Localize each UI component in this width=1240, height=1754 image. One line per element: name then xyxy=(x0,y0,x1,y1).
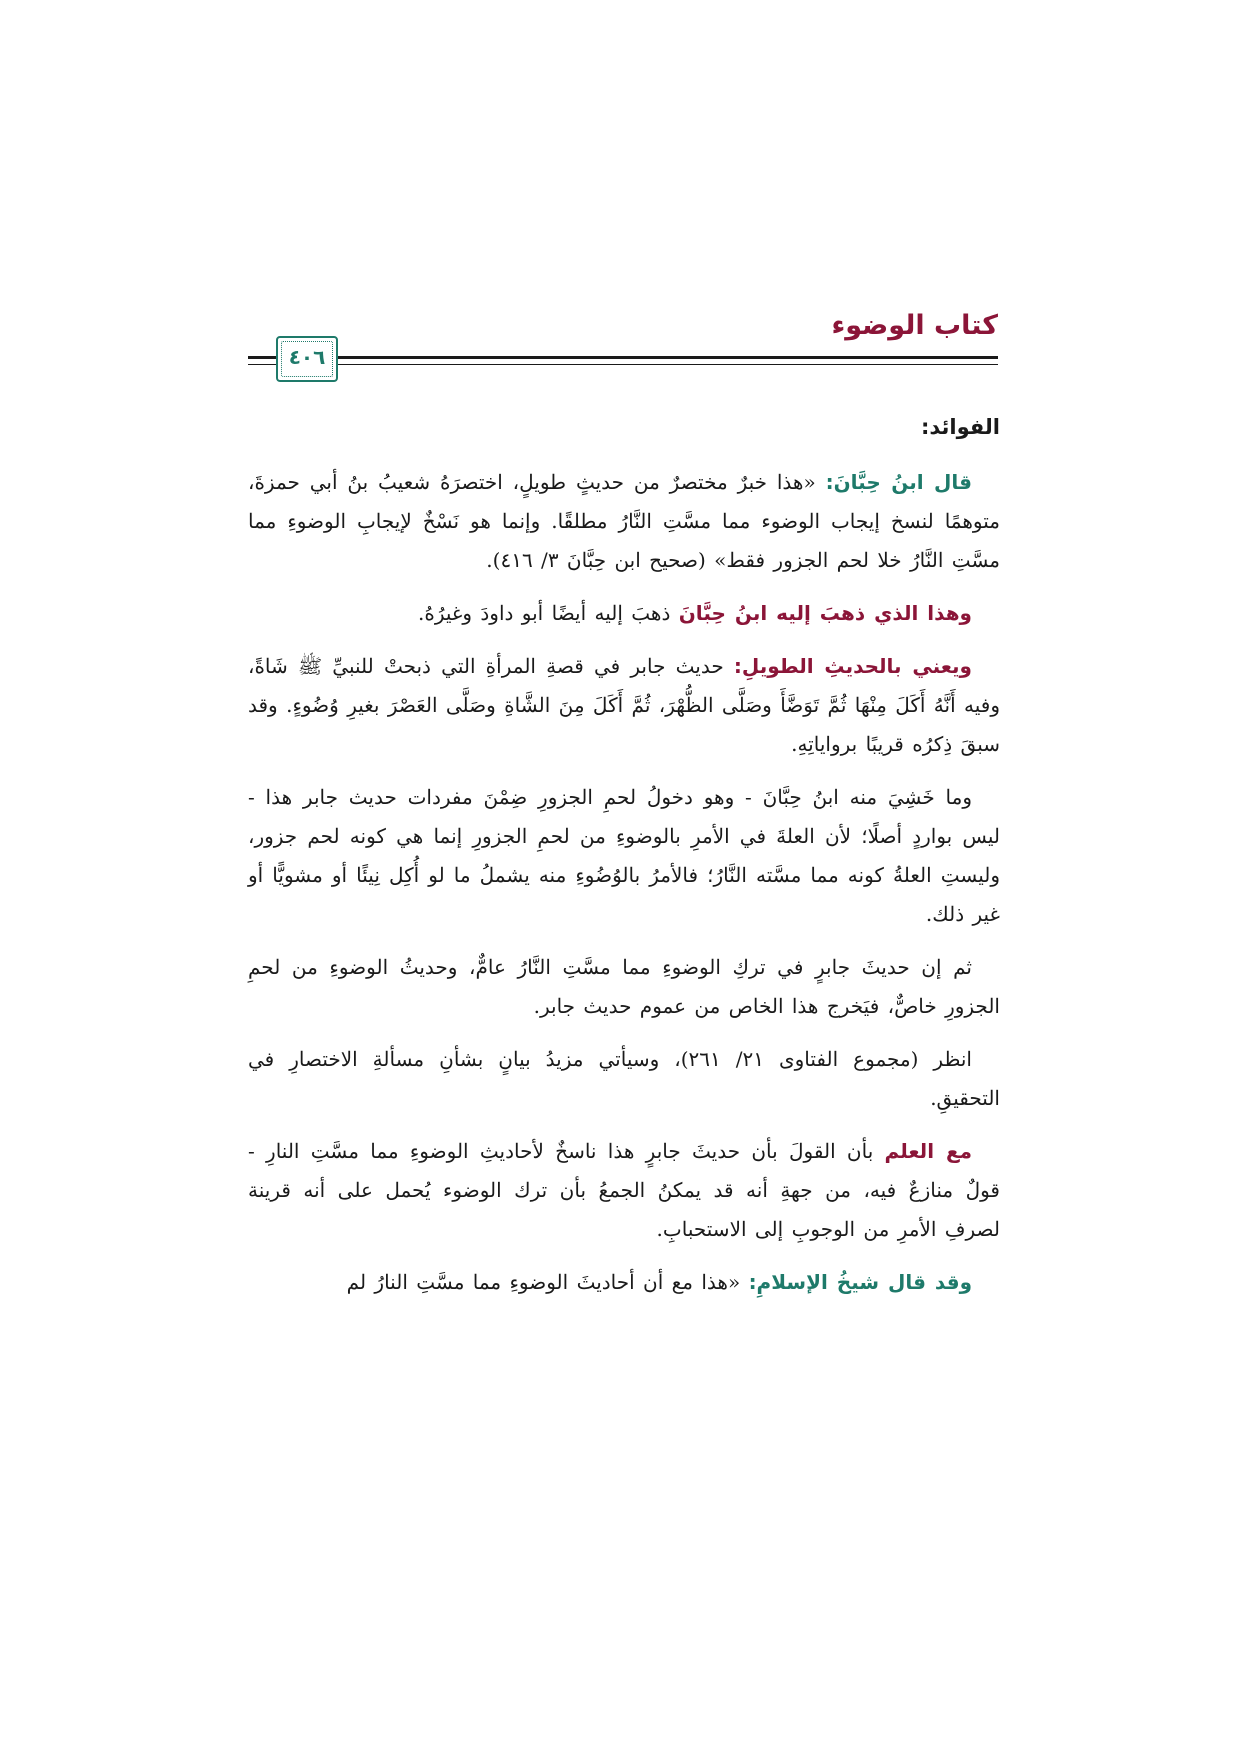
page-number-badge xyxy=(276,336,338,382)
paragraph-ibn-hibban-quote xyxy=(248,463,1000,580)
paragraph-lead: وهذا الذي ذهبَ إليه ابنُ حِبَّانَ xyxy=(678,601,972,625)
book-title: كتاب الوضوء xyxy=(831,310,998,341)
header-rule-thin xyxy=(248,364,998,365)
page-body xyxy=(248,408,1000,1316)
page-header xyxy=(248,310,998,396)
header-rule-thick xyxy=(248,356,998,359)
paragraph-text: حديث جابر في قصةِ المرأةِ التي ذبحتْ للنبيِّ ﷺ شَاةً، وفيه أَنَّهُ أَكَلَ مِنْهَا ثُمَّ تَوَضَّأَ وصَلَّى الظُّهْرَ، ثُمَّ أَكَلَ مِنَ الشَّاةِ وصَلَّى العَصْرَ بغيرِ وُضُوءٍ. وقد سبقَ ذِكرُه قريبًا برواياتِهِ. xyxy=(248,654,1000,756)
paragraph-camel-meat: وما خَشِيَ منه ابنُ حِبَّانَ - وهو دخولُ لحمِ الجزورِ ضِمْنَ مفردات حديث جابر هذا - ليس بواردٍ أصلًا؛ لأن العلةَ في الأمرِ بالوضوءِ من لحمِ الجزورِ إنما هي كونه لحم جزور، وليستِ العلةُ كونه مما مسَّته النَّارُ؛ فالأمرُ بالوُضُوءِ منه يشملُ ما لو أُكِل نِيئًا أو مشويًّا أو غير ذلك. xyxy=(248,785,1000,926)
paragraph-lead: قال ابنُ حِبَّانَ: xyxy=(825,470,972,494)
paragraph-text: «هذا مع أن أحاديثَ الوضوءِ مما مسَّتِ النارُ لم xyxy=(346,1270,749,1294)
paragraph-general-specific: ثم إن حديثَ جابرٍ في تركِ الوضوءِ مما مسَّتِ النَّارُ عامٌّ، وحديثُ الوضوءِ من لحمِ الجزورِ خاصٌّ، فيَخرج هذا الخاص من عموم حديث جابر. xyxy=(248,955,1000,1018)
paragraph-majmu-reference: انظر (مجموع الفتاوى ٢١/ ٢٦١)، وسيأتي مزيدُ بيانٍ بشأنِ مسألةِ الاختصارِ في التحقيقِ. xyxy=(248,1047,1000,1110)
paragraph-lead: ويعني بالحديثِ الطويلِ: xyxy=(733,654,972,678)
paragraph-abrogation xyxy=(248,1132,1000,1249)
paragraph-text: ذهبَ إليه أيضًا أبو داودَ وغيرُهُ. xyxy=(418,601,679,625)
paragraph-text: «هذا خبرٌ مختصرٌ من حديثٍ طويلٍ، اختصرَهُ شعيبُ بنُ أبي حمزةَ، متوهمًا لنسخ إيجاب الوضوء مما مسَّتِ النَّارُ مطلقًا. وإنما هو نَسْخٌ لإيجابِ الوضوءِ مما مسَّتِ النَّارُ خلا لحم الجزور فقط» (صحيح ابن حِبَّانَ ٣/ ٤١٦). xyxy=(248,470,1000,572)
page-number: ٤٠٦ xyxy=(288,345,326,369)
paragraph-shaykh-al-islam xyxy=(248,1263,1000,1302)
paragraph-lead: مع العلم xyxy=(884,1139,972,1163)
paragraph-lead: وقد قال شيخُ الإسلامِ: xyxy=(748,1270,972,1294)
paragraph-abu-dawud xyxy=(248,594,1000,633)
paragraph-text: بأن القولَ بأن حديثَ جابرٍ هذا ناسخٌ لأحاديثِ الوضوءِ مما مسَّتِ النارِ - قولٌ منازعٌ فيه، من جهةِ أنه قد يمكنُ الجمعُ بأن ترك الوضوء يُحمل على أنه قرينة لصرفِ الأمرِ من الوجوبِ إلى الاستحبابِ. xyxy=(248,1139,1000,1241)
paragraph-long-hadith xyxy=(248,647,1000,764)
section-heading: الفوائد: xyxy=(921,415,1000,439)
